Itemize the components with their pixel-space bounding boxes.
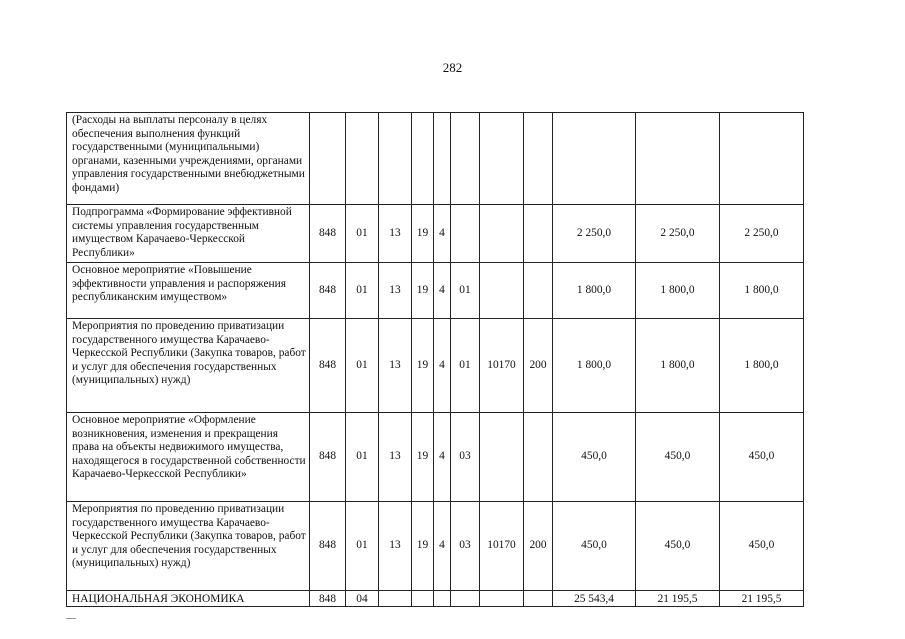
direction-code-cell [480,263,524,319]
subprogram-code-cell: 4 [434,205,451,263]
program-code-cell: 19 [412,205,434,263]
activity-code-cell: 01 [451,263,480,319]
subsection-code-cell: 13 [379,413,412,502]
amount-year3-cell: 1 800,0 [720,263,804,319]
table-row [67,263,804,319]
activity-code-cell: 01 [451,319,480,413]
table-row [67,502,804,591]
activity-code-cell [451,591,480,607]
amount-year2-cell: 2 250,0 [636,205,720,263]
subprogram-code-cell [434,113,451,205]
table-row [67,591,804,607]
amount-year1-cell: 25 543,4 [553,591,636,607]
direction-code-cell: 10170 [480,502,524,591]
amount-year1-cell [553,113,636,205]
expense-type-cell [524,413,553,502]
direction-code-cell: 10170 [480,319,524,413]
amount-year3-cell: 450,0 [720,413,804,502]
amount-year1-cell: 1 800,0 [553,263,636,319]
admin-code-cell: 848 [310,263,346,319]
section-code-cell [346,113,379,205]
admin-code-cell: 848 [310,205,346,263]
admin-code-cell [310,113,346,205]
table-row [67,113,804,205]
amount-year2-cell: 21 195,5 [636,591,720,607]
row-name-cell: Мероприятия по проведению приватизации государственного имущества Карачаево-Черкесской Республики (Закупка товаров, работ и услуг для обеспечения государственных (муниципальных) нужд) [67,502,310,591]
activity-code-cell [451,113,480,205]
amount-year1-cell: 1 800,0 [553,319,636,413]
amount-year3-cell: 2 250,0 [720,205,804,263]
subprogram-code-cell [434,591,451,607]
expense-type-cell: 200 [524,502,553,591]
direction-code-cell [480,413,524,502]
direction-code-cell [480,113,524,205]
subsection-code-cell: 13 [379,319,412,413]
row-name-cell: Основное мероприятие «Оформление возникновения, изменения и прекращения права на объекты недвижимого имущества, находящегося в государственной собственности Карачаево-Черкесской Республики» [67,413,310,502]
budget-table [66,112,804,607]
subprogram-code-cell: 4 [434,502,451,591]
row-name-cell: НАЦИОНАЛЬНАЯ ЭКОНОМИКА [67,591,310,607]
program-code-cell: 19 [412,263,434,319]
direction-code-cell [480,591,524,607]
row-name-cell: (Расходы на выплаты персоналу в целях обеспечения выполнения функций государственными (муниципальными) органами, казенными учреждениями, органами управления государственными внебюджетными фондами) [67,113,310,205]
row-name-cell: Подпрограмма «Формирование эффективной системы управления государственным имуществом Карачаево-Черкесской Республики» [67,205,310,263]
page-number: 282 [442,60,463,75]
program-code-cell: 19 [412,502,434,591]
admin-code-cell: 848 [310,413,346,502]
expense-type-cell [524,205,553,263]
amount-year2-cell: 450,0 [636,502,720,591]
program-code-cell: 19 [412,413,434,502]
amount-year3-cell: 21 195,5 [720,591,804,607]
subsection-code-cell [379,113,412,205]
amount-year1-cell: 450,0 [553,502,636,591]
table-row [67,319,804,413]
expense-type-cell [524,591,553,607]
admin-code-cell: 848 [310,502,346,591]
amount-year2-cell: 1 800,0 [636,263,720,319]
expense-type-cell [524,263,553,319]
amount-year3-cell: 450,0 [720,502,804,591]
admin-code-cell: 848 [310,319,346,413]
direction-code-cell [480,205,524,263]
row-name-cell: Основное мероприятие «Повышение эффективности управления и распоряжения республиканским имуществом» [67,263,310,319]
subsection-code-cell: 13 [379,263,412,319]
scan-artifact [66,618,76,620]
subsection-code-cell [379,591,412,607]
admin-code-cell: 848 [310,591,346,607]
program-code-cell [412,113,434,205]
expense-type-cell [524,113,553,205]
activity-code-cell: 03 [451,413,480,502]
amount-year3-cell [720,113,804,205]
subprogram-code-cell: 4 [434,263,451,319]
section-code-cell: 01 [346,413,379,502]
budget-table-body [67,113,804,607]
amount-year1-cell: 2 250,0 [553,205,636,263]
amount-year3-cell: 1 800,0 [720,319,804,413]
row-name-cell: Мероприятия по проведению приватизации государственного имущества Карачаево-Черкесской Республики (Закупка товаров, работ и услуг для обеспечения государственных (муниципальных) нужд) [67,319,310,413]
subsection-code-cell: 13 [379,502,412,591]
amount-year2-cell: 450,0 [636,413,720,502]
amount-year1-cell: 450,0 [553,413,636,502]
subsection-code-cell: 13 [379,205,412,263]
expense-type-cell: 200 [524,319,553,413]
program-code-cell [412,591,434,607]
amount-year2-cell: 1 800,0 [636,319,720,413]
section-code-cell: 04 [346,591,379,607]
section-code-cell: 01 [346,205,379,263]
section-code-cell: 01 [346,502,379,591]
subprogram-code-cell: 4 [434,413,451,502]
activity-code-cell: 03 [451,502,480,591]
table-row [67,205,804,263]
table-row [67,413,804,502]
program-code-cell: 19 [412,319,434,413]
subprogram-code-cell: 4 [434,319,451,413]
section-code-cell: 01 [346,319,379,413]
activity-code-cell [451,205,480,263]
amount-year2-cell [636,113,720,205]
section-code-cell: 01 [346,263,379,319]
